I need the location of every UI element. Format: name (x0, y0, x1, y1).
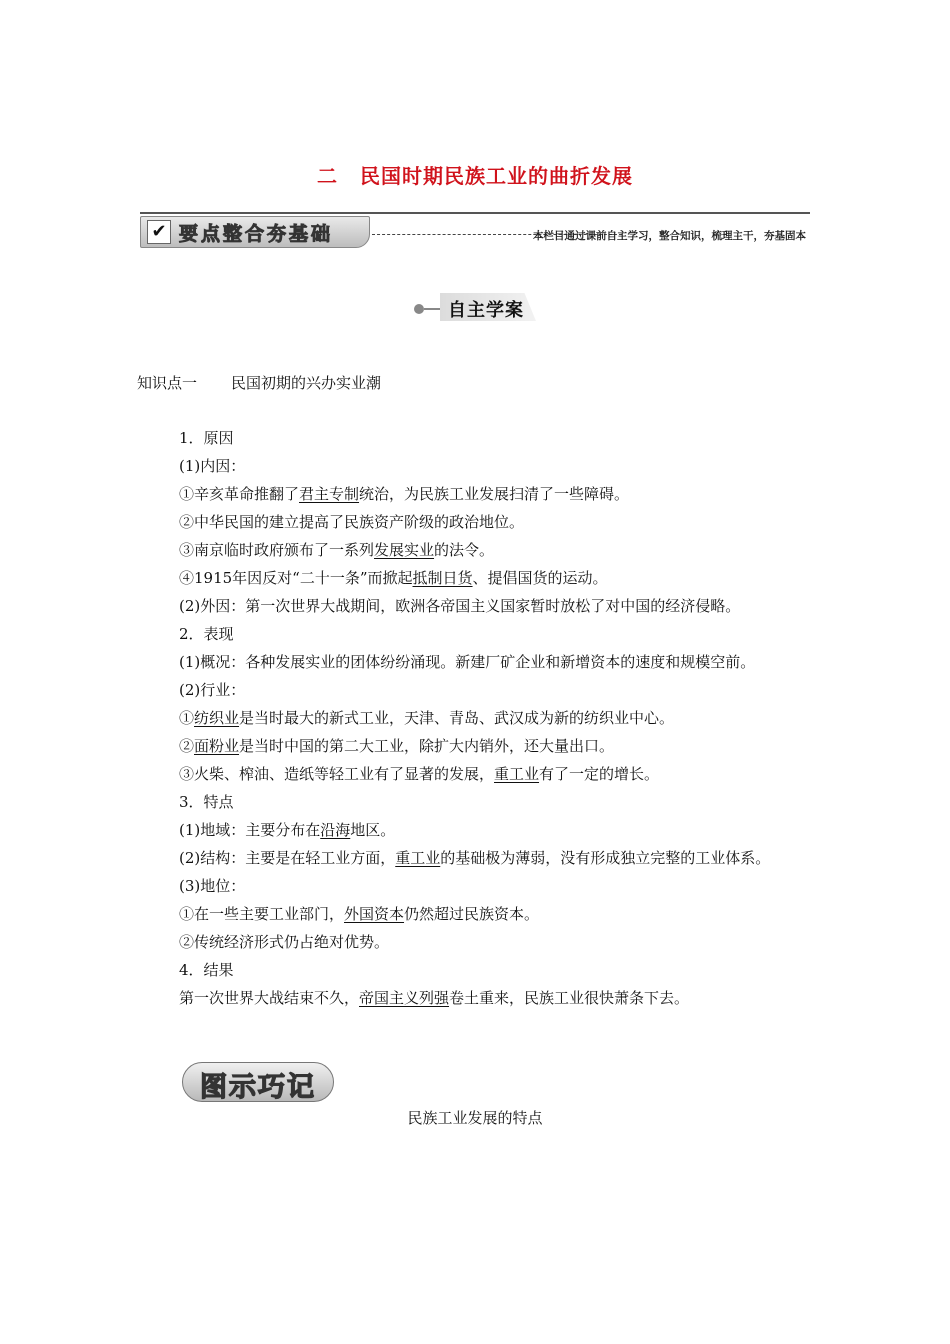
subheading-internal: (1)内因： (179, 457, 246, 475)
banner-box (140, 216, 370, 248)
page-title (0, 160, 950, 189)
subheading-industry: (2)行业： (179, 681, 246, 699)
text: ①在一些主要工业部门， (179, 905, 345, 923)
text: 有了一定的增长。 (539, 765, 660, 783)
knowledge-point-index: 知识点一 (137, 374, 198, 392)
underlined-term: 发展实业 (374, 541, 435, 559)
underlined-term: 抵制日货 (412, 569, 473, 587)
text: ①辛亥革命推翻了 (179, 485, 300, 503)
text: ① (179, 709, 195, 727)
text: 卷土重来，民族工业很快萧条下去。 (449, 989, 690, 1007)
subheading-external: (2)外因：第一次世界大战期间，欧洲各帝国主义国家暂时放松了对中国的经济侵略。 (179, 597, 741, 615)
knowledge-point-title: 民国初期的兴办实业潮 (231, 374, 382, 392)
lesson-title: 民国时期民族工业的曲折发展 (360, 164, 633, 188)
underlined-term: 纺织业 (194, 709, 240, 727)
text: 的法令。 (434, 541, 495, 559)
heading-features: 3．特点 (179, 793, 234, 811)
heading-performance: 2．表现 (179, 625, 234, 643)
text: (2)结构：主要是在轻工业方面， (179, 849, 396, 867)
text: 、提倡国货的运动。 (472, 569, 608, 587)
paragraph: (1)概况：各种发展实业的团体纷纷涌现。新建厂矿企业和新增资本的速度和规模空前。 (179, 653, 756, 671)
underlined-term: 外国资本 (344, 905, 405, 923)
list-item: ②中华民国的建立提高了民族资产阶级的政治地位。 (179, 513, 525, 531)
underlined-term: 重工业 (395, 849, 441, 867)
list-item (137, 844, 822, 872)
underlined-term: 帝国主义列强 (359, 989, 450, 1007)
list-item (137, 732, 822, 760)
checkmark-icon: ✔ (147, 220, 171, 244)
text: ② (179, 737, 195, 755)
text: 的基础极为薄弱，没有形成独立完整的工业体系。 (440, 849, 771, 867)
bullet-dot-icon (414, 304, 424, 314)
banner-rule (140, 212, 810, 214)
paragraph (137, 984, 822, 1012)
text: 是当时中国的第二大工业，除扩大内销外，还大量出口。 (239, 737, 615, 755)
underlined-term: 重工业 (494, 765, 540, 783)
knowledge-point-heading (137, 372, 381, 393)
tushi-badge (182, 1062, 332, 1102)
content-body (137, 424, 822, 1012)
section-banner (140, 212, 810, 248)
tushi-label: 图示巧记 (200, 1072, 316, 1103)
text: ③南京临时政府颁布了一系列 (179, 541, 375, 559)
underlined-term: 君主专制 (299, 485, 360, 503)
banner-label: 要点整合夯基础 (179, 223, 334, 245)
underlined-term: 面粉业 (194, 737, 240, 755)
text: (1)地域：主要分布在 (179, 821, 321, 839)
section-tag-label: 自主学案 (448, 300, 524, 321)
list-item (137, 704, 822, 732)
tag-connector (424, 308, 440, 310)
banner-description: 本栏目通过课前自主学习，整合知识，梳理主干，夯基固本 (533, 230, 806, 242)
heading-result: 4．结果 (179, 961, 234, 979)
text: 统治，为民族工业发展扫清了一些障碍。 (359, 485, 630, 503)
list-item (137, 900, 822, 928)
list-item (137, 536, 822, 564)
list-item (137, 480, 822, 508)
list-item (137, 564, 822, 592)
subheading-status: (3)地位： (179, 877, 246, 895)
text: 第一次世界大战结束不久， (179, 989, 360, 1007)
heading-cause: 1．原因 (179, 429, 234, 447)
figure-caption: 民族工业发展的特点 (407, 1109, 543, 1127)
list-item (137, 760, 822, 788)
section-tag (414, 293, 538, 323)
list-item (137, 816, 822, 844)
underlined-term: 沿海 (320, 821, 351, 839)
text: 地区。 (350, 821, 396, 839)
text: 是当时最大的新式工业，天津、青岛、武汉成为新的纺织业中心。 (239, 709, 675, 727)
text: ③火柴、榨油、造纸等轻工业有了显著的发展， (179, 765, 495, 783)
text: 仍然超过民族资本。 (404, 905, 540, 923)
list-item: ②传统经济形式仍占绝对优势。 (179, 933, 390, 951)
lesson-number: 二 (317, 164, 338, 188)
text: ④1915年因反对“二十一条”而掀起 (179, 569, 413, 587)
